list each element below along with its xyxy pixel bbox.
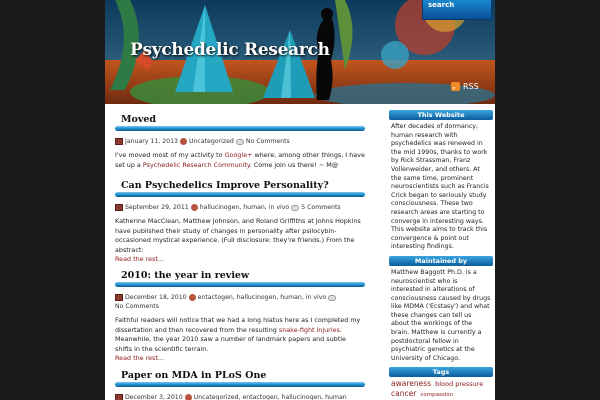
- rss-label: RSS: [463, 82, 479, 91]
- search-label: search: [428, 1, 455, 9]
- about-text: After decades of dormancy, human research with psychedelics was renewed in the mid 1990s, thanks to work by Rick Strassman, Franz Vollenweider, and others. At the same time, prominent neuroscientists such as Francis Crick began to seriously study consciousness. These two research areas are starting to converge in interesting ways. This website aims to track this convergence & point out interesting findings.: [391, 123, 489, 251]
- post: [115, 114, 365, 170]
- post: [115, 270, 365, 362]
- post-text: I've moved most of my activity to: [115, 151, 225, 159]
- post-excerpt: Katherine MacClean, Matthew Johnson, and Roland Griffiths at Johns Hopkins have published their study of changes in personality after psilocybin-occasioned mystical experience. (Full disclosure: they're friends.) From the abstract:: [115, 217, 361, 254]
- calendar-icon: [115, 204, 123, 211]
- title-underline-bar: [115, 126, 365, 131]
- search-box[interactable]: [422, 0, 492, 20]
- calendar-icon: [115, 294, 123, 301]
- post-date: December 3, 2010: [125, 394, 183, 400]
- post-categories[interactable]: entactogen, hallucinogen, human, in vivo: [197, 294, 327, 301]
- read-more-link[interactable]: Read the rest...: [115, 354, 164, 362]
- post-meta: [115, 204, 365, 211]
- community-link[interactable]: Psychedelic Research Community: [142, 160, 250, 169]
- tag-link[interactable]: blood pressure: [435, 380, 484, 389]
- post-date: September 29, 2011: [125, 204, 189, 211]
- tag-link[interactable]: awareness: [391, 379, 432, 389]
- post-categories[interactable]: Uncategorized, entactogen, hallucinogen, human: [193, 394, 347, 400]
- category-icon: [185, 394, 192, 400]
- post-comments[interactable]: No Comments: [245, 138, 290, 145]
- post-comments[interactable]: 5 Comments: [301, 204, 341, 211]
- title-underline-bar: [115, 382, 365, 387]
- post-text: . Come join us there! ~ M@: [249, 160, 339, 169]
- read-more-link[interactable]: Read the rest...: [115, 255, 164, 263]
- post-title[interactable]: 2010: the year in review: [121, 270, 250, 281]
- post-text: where, among other things, I have set up a: [115, 151, 365, 169]
- sidebar: [389, 104, 493, 400]
- maintainer-text: Matthew Baggott Ph.D. is a neuroscientist who is interested in alterations of consciousness caused by drugs like MDMA ('Ecstasy') and what these changes can tell us about the workings of the brain. Matthew is currently a postdoctoral fellow in psychiatric genetics at the University of Chicago.: [391, 268, 491, 362]
- sidebar-heading-tags: Tags: [389, 367, 493, 377]
- snake-fight-link[interactable]: snake-fight injuries: [278, 325, 340, 334]
- rss-link[interactable]: [451, 82, 479, 91]
- post-meta: [115, 138, 365, 145]
- post-date: January 11, 2013: [125, 138, 178, 145]
- header-banner: [105, 0, 495, 104]
- post-excerpt: [115, 151, 365, 170]
- post-title[interactable]: Moved: [121, 114, 157, 125]
- sidebar-heading-maintained-by: Maintained by: [389, 256, 493, 266]
- post-text: Faithful readers will notice that we had a long hiatus here as I completed my dissertation and then recovered from the resulting: [115, 316, 361, 334]
- comment-icon: [236, 139, 244, 145]
- site-title[interactable]: Psychedelic Research: [130, 40, 330, 60]
- category-icon: [180, 138, 187, 145]
- post-meta: [115, 394, 365, 400]
- post-date: December 18, 2010: [125, 294, 187, 301]
- category-icon: [191, 204, 198, 211]
- calendar-icon: [115, 138, 123, 145]
- post-text: . Meanwhile, the year 2010 saw a number of landmark papers and subtle shifts in the scientific terrain.: [115, 325, 346, 353]
- post-categories[interactable]: Uncategorized: [188, 138, 234, 145]
- post-meta: [115, 294, 365, 310]
- calendar-icon: [115, 394, 123, 400]
- main-content: [105, 104, 379, 400]
- tag-cloud: [389, 377, 493, 400]
- tag-link[interactable]: compassion: [420, 392, 454, 399]
- title-underline-bar: [115, 282, 365, 287]
- post-title[interactable]: Paper on MDA in PLoS One: [121, 370, 267, 381]
- post-categories[interactable]: hallucinogen, human, in vivo: [199, 204, 290, 211]
- google-plus-link[interactable]: Google+: [224, 151, 253, 159]
- sidebar-heading-this-website: This Website: [389, 110, 493, 120]
- title-underline-bar: [115, 192, 365, 197]
- post-comments[interactable]: No Comments: [115, 303, 159, 310]
- post-title[interactable]: Can Psychedelics Improve Personality?: [121, 180, 329, 191]
- rss-icon: [451, 82, 460, 91]
- comment-icon: [291, 205, 299, 211]
- post: [115, 370, 365, 400]
- tag-link[interactable]: cancer: [391, 389, 417, 399]
- page: [105, 0, 495, 400]
- post-excerpt: [115, 316, 365, 354]
- comment-icon: [328, 295, 336, 301]
- category-icon: [189, 294, 196, 301]
- post: [115, 180, 365, 263]
